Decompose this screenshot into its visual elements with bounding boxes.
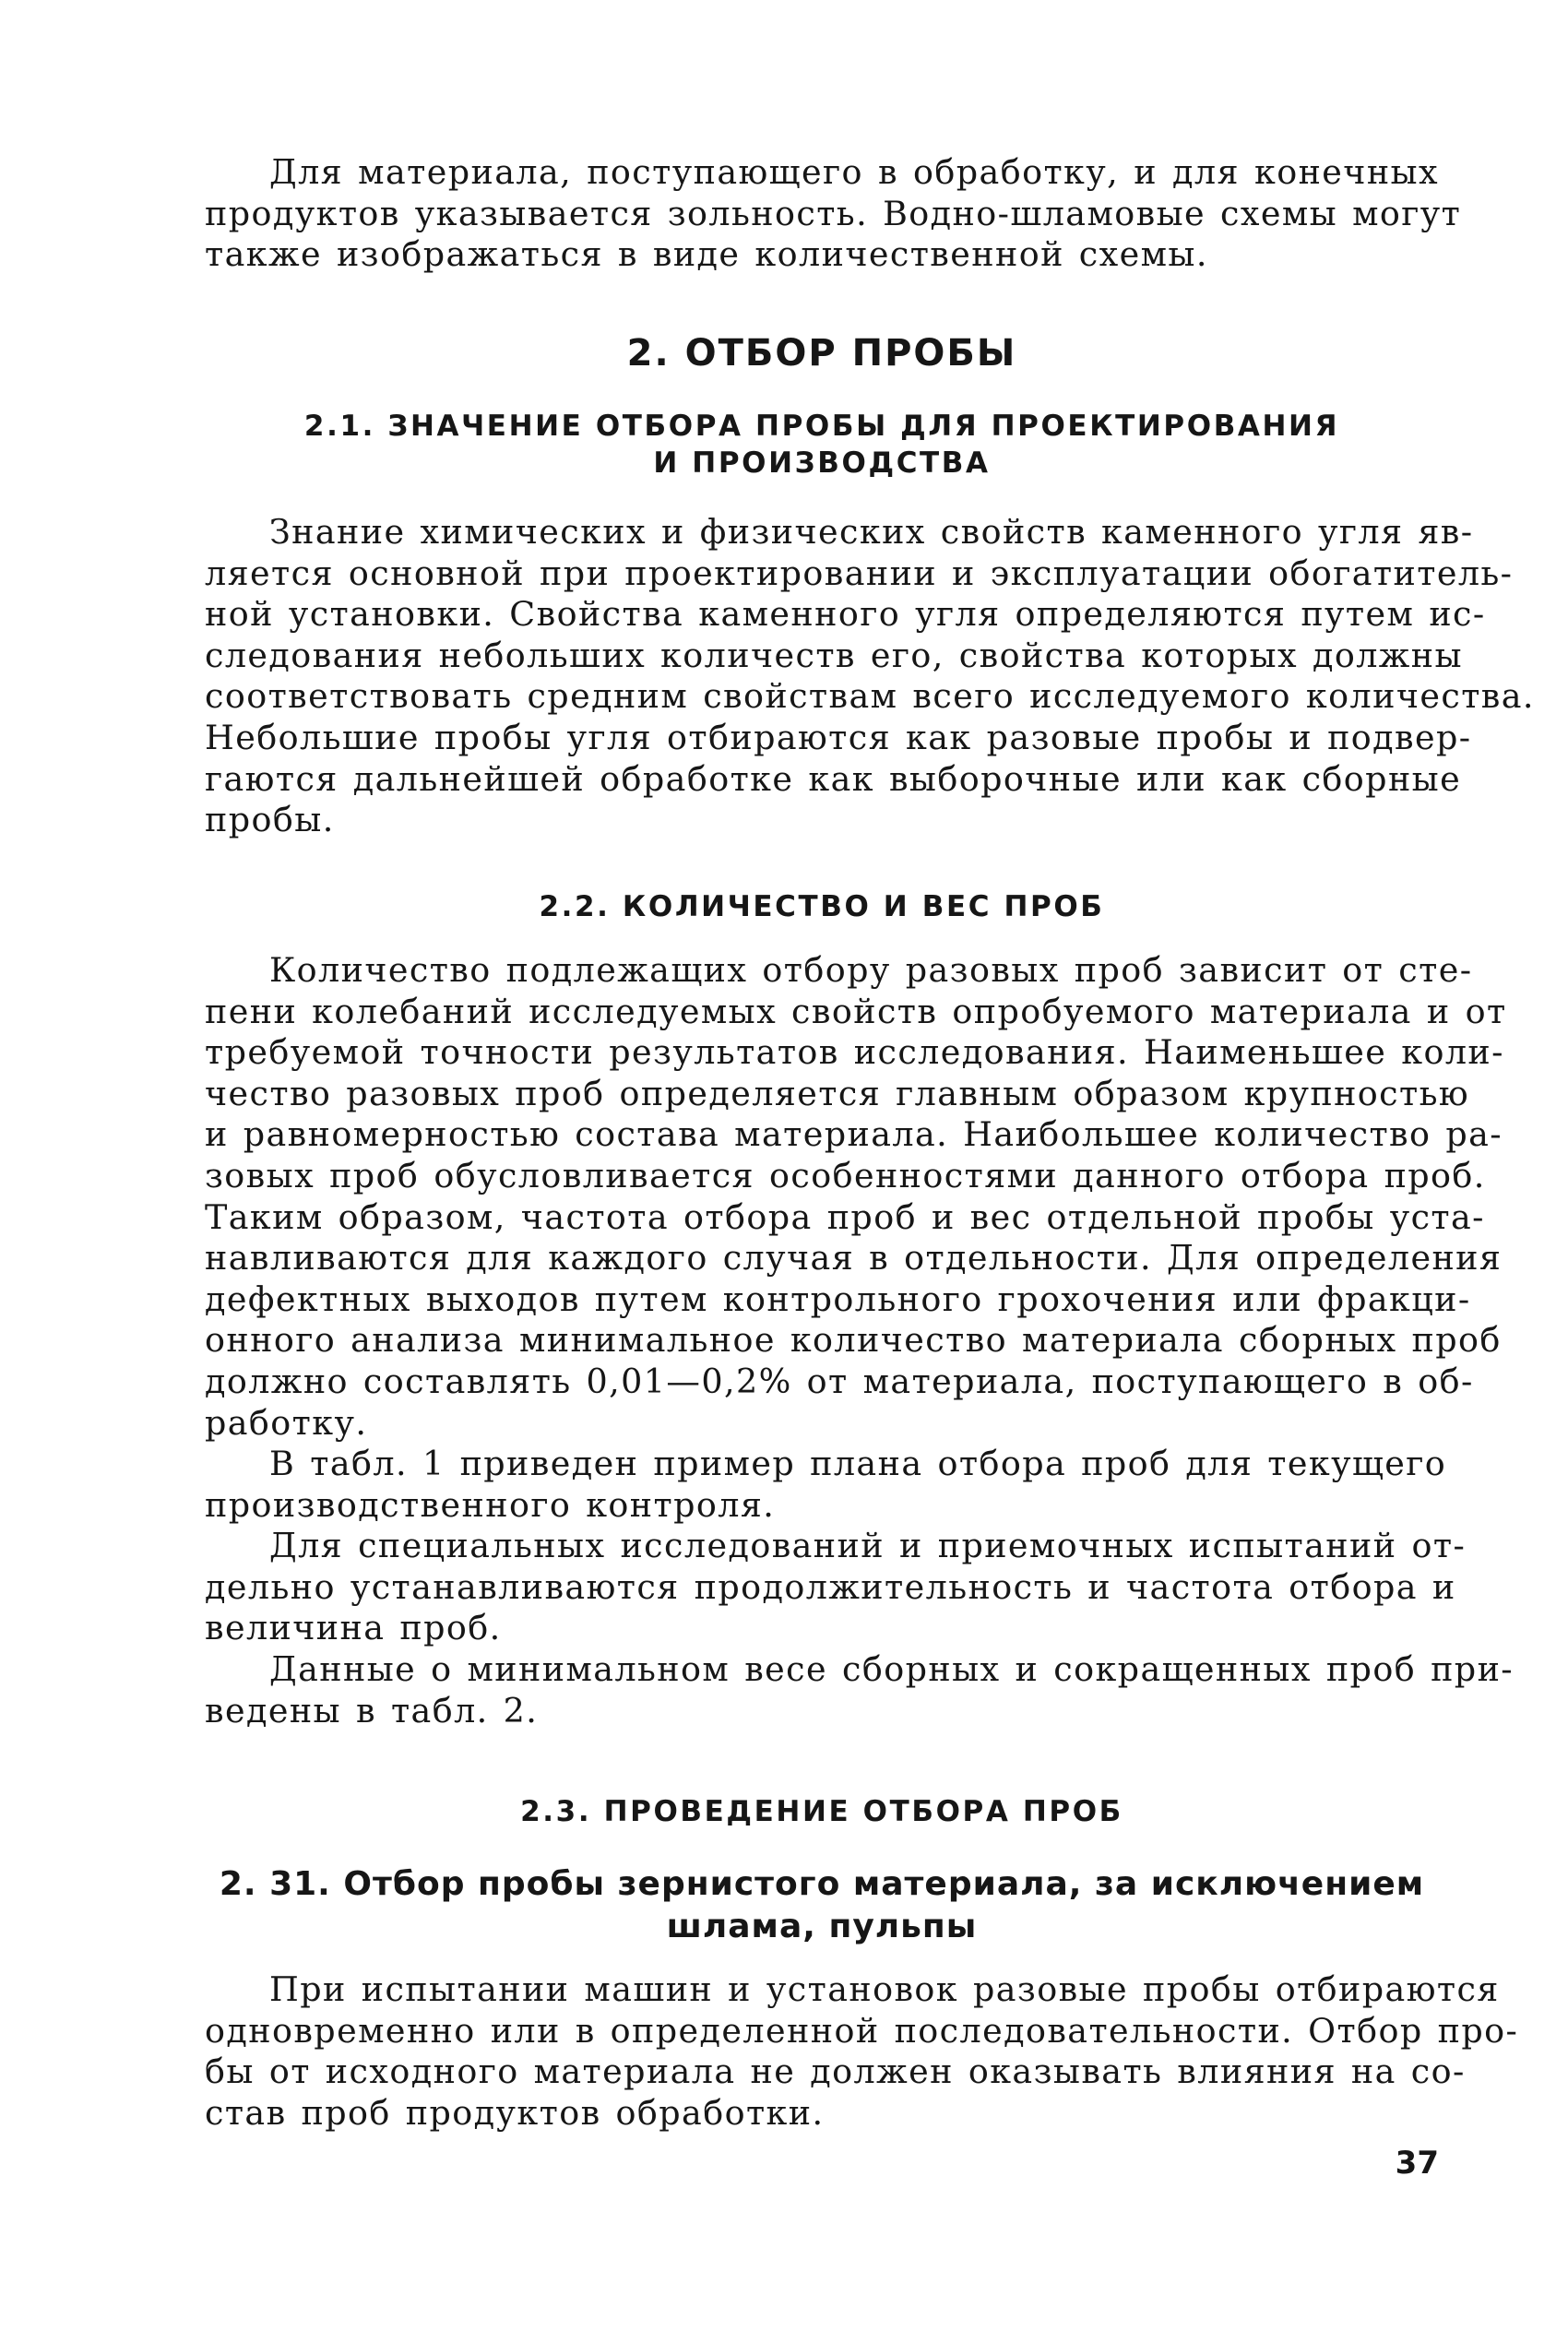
text-line: ной установки. Свойства каменного угля определяются путем ис-: [205, 594, 1486, 635]
text-line: требуемой точности результатов исследования. Наименьшее коли-: [205, 1032, 1504, 1073]
section-2-heading-block: [205, 332, 1439, 375]
section-2-2-paragraph-4: [205, 1649, 1515, 1731]
text-line: зовых проб обусловливается особенностями данного отбора проб.: [205, 1155, 1486, 1195]
text-line: Знание химических и физических свойств каменного угля яв-: [269, 512, 1474, 552]
text-line: чество разовых проб определяется главным образом крупностью: [205, 1073, 1470, 1113]
text-line: работку.: [205, 1402, 368, 1443]
text-line: Таким образом, частота отбора проб и вес отдельной пробы уста-: [205, 1196, 1485, 1237]
text-line: и равномерностью состава материала. Наибольшее количество ра-: [205, 1114, 1503, 1155]
paragraph-text: [205, 1969, 1519, 2134]
intro-paragraph: [205, 152, 1462, 276]
section-2-1-paragraph: [205, 512, 1535, 841]
text-line: Данные о минимальном весе сборных и сокращенных проб при-: [269, 1649, 1515, 1689]
page-number: 37: [1395, 2145, 1439, 2182]
text-line: Для материала, поступающего в обработку, и для конечных: [269, 152, 1439, 192]
section-2-3-heading-block: [205, 1793, 1439, 1830]
paragraph-text: [205, 512, 1535, 841]
text-line: соответствовать средним свойствам всего исследуемого количества.: [205, 676, 1535, 717]
section-2-2-heading: 2.2. КОЛИЧЕСТВО И ВЕС ПРОБ: [539, 890, 1105, 923]
paragraph-text: [205, 1526, 1467, 1649]
section-2-31-heading-block: [205, 1863, 1439, 1948]
text-line: пени колебаний исследуемых свойств опробуемого материала и от: [205, 991, 1507, 1031]
text-line: навливаются для каждого случая в отдельности. Для определения: [205, 1238, 1503, 1278]
text-line: При испытании машин и установок разовые пробы отбираются: [269, 1969, 1500, 2009]
paragraph-text: [205, 152, 1462, 276]
text-line: производственного контроля.: [205, 1484, 776, 1525]
text-line: должно составлять 0,01—0,2% от материала, поступающего в об-: [205, 1361, 1474, 1401]
text-line: онного анализа минимальное количество материала сборных проб: [205, 1320, 1502, 1361]
section-2-31-paragraph: [205, 1969, 1519, 2134]
text-line: Количество подлежащих отбору разовых проб зависит от сте-: [269, 950, 1473, 990]
text-line: ведены в табл. 2.: [205, 1690, 539, 1730]
text-line: дельно устанавливаются продолжительность и частота отбора и: [205, 1566, 1456, 1607]
text-line: продуктов указывается зольность. Водно-шламовые схемы могут: [205, 193, 1462, 233]
section-2-1-heading-line-2: И ПРОИЗВОДСТВА: [653, 446, 991, 480]
section-2-2-heading-block: [205, 888, 1439, 925]
section-2-3-heading: 2.3. ПРОВЕДЕНИЕ ОТБОРА ПРОБ: [520, 1795, 1123, 1828]
text-line: также изображаться в виде количественной схемы.: [205, 234, 1208, 275]
text-line: Для специальных исследований и приемочных испытаний от-: [269, 1526, 1467, 1565]
text-line: дефектных выходов путем контрольного грохочения или фракци-: [205, 1278, 1471, 1319]
paragraph-text: [205, 1649, 1515, 1731]
text-line: одновременно или в определенной последовательности. Отбор про-: [205, 2010, 1519, 2051]
text-line: гаются дальнейшей обработке как выборочные или как сборные: [205, 758, 1462, 799]
section-2-2-paragraph-2: [205, 1444, 1447, 1526]
section-2-2-paragraph-3: [205, 1526, 1467, 1649]
paragraph-text: [205, 950, 1507, 1444]
text-line: ляется основной при проектировании и эксплуатации обогатитель-: [205, 553, 1514, 593]
section-2-1-heading-line-1: 2.1. ЗНАЧЕНИЕ ОТБОРА ПРОБЫ ДЛЯ ПРОЕКТИРОВАНИЯ: [303, 410, 1340, 443]
section-2-2-paragraph-1: [205, 950, 1507, 1444]
text-line: величина проб.: [205, 1608, 502, 1648]
text-line: Небольшие пробы угля отбираются как разовые пробы и подвер-: [205, 717, 1472, 757]
section-2-31-heading-line-1: 2. 31. Отбор пробы зернистого материала, за исключением: [219, 1865, 1425, 1903]
text-line: бы от исходного материала не должен оказывать влияния на со-: [205, 2052, 1466, 2092]
section-2-heading: 2. ОТБОР ПРОБЫ: [626, 332, 1017, 375]
text-line: пробы.: [205, 800, 335, 840]
section-2-31-heading-line-2: шлама, пульпы: [666, 1908, 978, 1945]
paragraph-text: [205, 1444, 1447, 1526]
text-line: став проб продуктов обработки.: [205, 2092, 825, 2133]
text-line: следования небольших количеств его, свойства которых должны: [205, 635, 1463, 675]
section-2-1-heading-block: [205, 408, 1439, 482]
text-line: В табл. 1 приведен пример плана отбора проб для текущего: [269, 1444, 1447, 1483]
